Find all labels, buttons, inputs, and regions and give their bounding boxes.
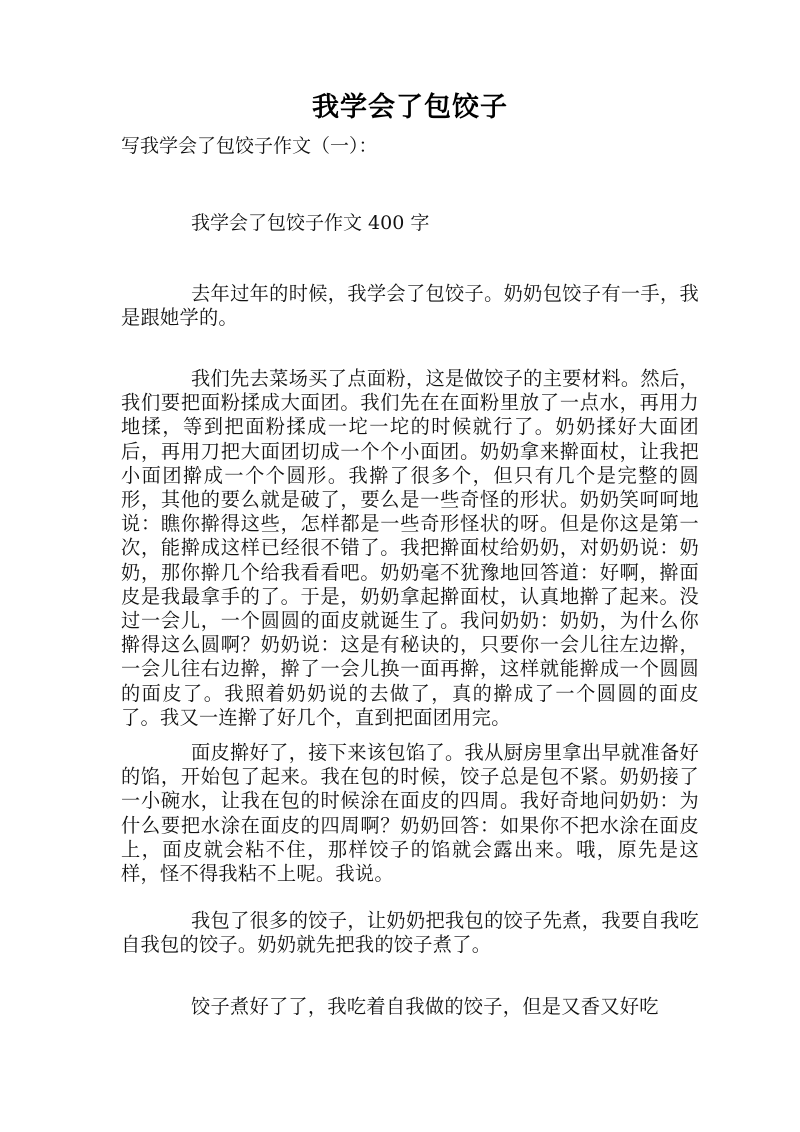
paragraph-5: 饺子煮好了了，我吃着自我做的饺子，但是又香又好吃 [191, 995, 659, 1018]
document-title: 我学会了包饺子 [312, 92, 508, 123]
document-subtitle: 写我学会了包饺子作文（一）： [121, 135, 378, 157]
paragraph-1: 去年过年的时候，我学会了包饺子。奶奶包饺子有一手，我是跟她学的。 [121, 282, 699, 330]
section-heading: 我学会了包饺子作文 400 字 [191, 212, 430, 234]
paragraph-2: 我们先去菜场买了点面粉，这是做饺子的主要材料。然后，我们要把面粉揉成大面团。我们先在在面粉里放了一点水，再用力地揉，等到把面粉揉成一坨一坨的时候就行了。奶奶揉好大面团后，再用刀把大面团切成一个个小面团。奶奶拿来擀面杖，让我把小面团擀成一个个圆形。我擀了很多个，但只有几个是完整的圆形，其他的要么就是破了，要么是一些奇怪的形状。奶奶笑呵呵地说：瞧你擀得这些，怎样都是一些奇形怪状的呀。但是你这是第一次，能擀成这样已经很不错了。我把擀面杖给奶奶，对奶奶说：奶奶，那你擀几个给我看看吧。奶奶毫不犹豫地回答道：好啊，擀面皮是我最拿手的了。于是，奶奶拿起擀面杖，认真地擀了起来。没过一会儿，一个圆圆的面皮就诞生了。我问奶奶：奶奶，为什么你擀得这么圆啊？奶奶说：这是有秘诀的，只要你一会儿往左边擀，一会儿往右边擀，擀了一会儿换一面再擀，这样就能擀成一个圆圆的面皮了。我照着奶奶说的去做了，真的擀成了一个圆圆的面皮了。我又一连擀了好几个，直到把面团用完。 [121, 367, 699, 729]
paragraph-4: 我包了很多的饺子，让奶奶把我包的饺子先煮，我要自我吃自我包的饺子。奶奶就先把我的饺子煮了。 [121, 909, 699, 957]
paragraph-3: 面皮擀好了，接下来该包馅了。我从厨房里拿出早就准备好的馅，开始包了起来。我在包的时候，饺子总是包不紧。奶奶接了一小碗水，让我在包的时候涂在面皮的四周。我好奇地问奶奶：为什么要把水涂在面皮的四周啊？奶奶回答：如果你不把水涂在面皮上，面皮就会粘不住，那样饺子的馅就会露出来。哦，原先是这样，怪不得我粘不上呢。我说。 [121, 741, 699, 886]
